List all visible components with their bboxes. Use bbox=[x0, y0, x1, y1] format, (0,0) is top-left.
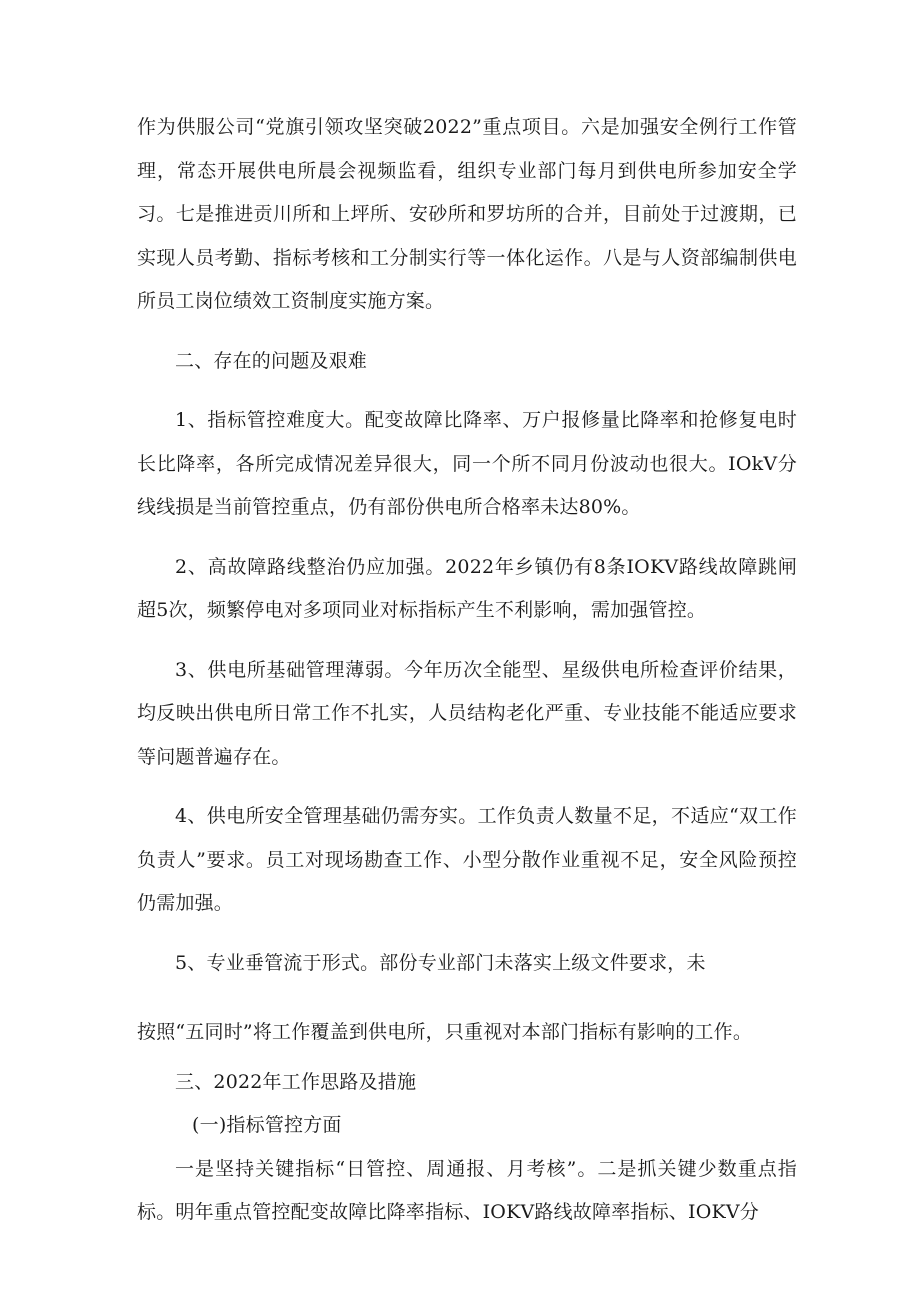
problem-item-1: 1、指标管控难度大。配变故障比降率、万户报修量比降率和抢修复电时长比降率，各所完成情况差异很大，同一个所不同月份波动也很大。IOkV分线线损是当前管控重点，仍有部份供电所合格率未达80%。 bbox=[137, 409, 797, 518]
paragraph-intro: 作为供服公司“党旗引领攻坚突破2022”重点项目。六是加强安全例行工作管理，常态开展供电所晨会视频监看，组织专业部门每月到供电所参加安全学习。七是推进贡川所和上坪所、安砂所和罗坊所的合并，目前处于过渡期，已实现人员考勤、指标考核和工分制实行等一体化运作。八是与人资部编制供电所员工岗位绩效工资制度实施方案。 bbox=[137, 116, 797, 312]
problem-item-2: 2、高故障路线整治仍应加强。2022年乡镇仍有8条IOKV路线故障跳闸超5次，频繁停电对多项同业对标指标产生不利影响，需加强管控。 bbox=[137, 555, 797, 621]
problem-item-5-line2: 按照“五同时”将工作覆盖到供电所，只重视对本部门指标有影响的工作。 bbox=[137, 1021, 753, 1043]
problem-item-3: 3、供电所基础管理薄弱。今年历次全能型、星级供电所检查评价结果，均反映出供电所日常工作不扎实，人员结构老化严重、专业技能不能适应要求等问题普遍存在。 bbox=[137, 658, 797, 768]
problem-item-5-line1: 5、专业垂管流于形式。部份专业部门未落实上级文件要求，未 bbox=[175, 951, 706, 974]
document-body bbox=[137, 106, 797, 1235]
section-heading-problems: 二、存在的问题及艰难 bbox=[175, 349, 368, 372]
problem-item-4: 4、供电所安全管理基础仍需夯实。工作负责人数量不足，不适应“双工作负责人”要求。员工对现场勘查工作、小型分散作业重视不足，安全风险预控仍需加强。 bbox=[137, 805, 797, 914]
subsection-heading-indicators: (一)指标管控方面 bbox=[192, 1114, 342, 1136]
section-heading-plans: 三、2022年工作思路及措施 bbox=[175, 1070, 417, 1093]
paragraph-indicators: 一是坚持关键指标“日管控、周通报、月考核”。二是抓关键少数重点指标。明年重点管控配变故障比降率指标、IOKV路线故障率指标、IOKV分 bbox=[137, 1157, 797, 1223]
